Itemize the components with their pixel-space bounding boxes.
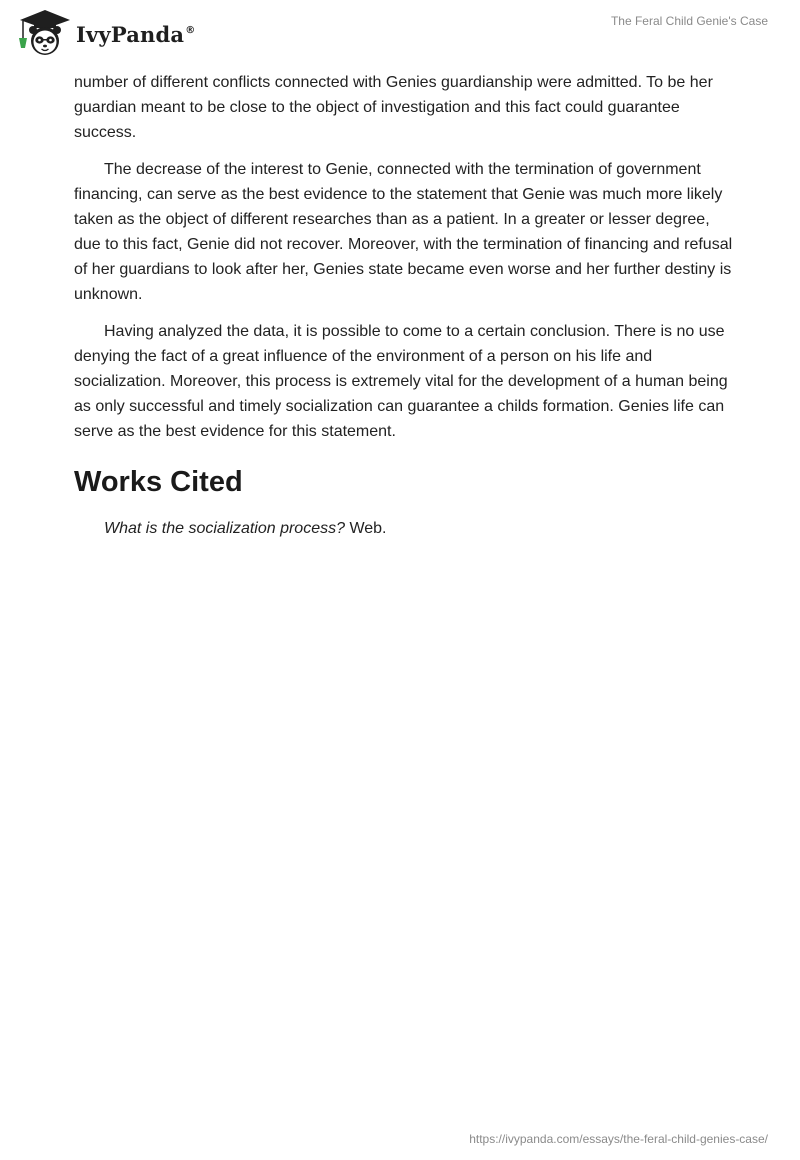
- paragraph-2: The decrease of the interest to Genie, connected with the termination of government financing, can serve as the best evidence to the statement that Genie was much more likely taken as the object of different researches than as a patient. In a greater or lesser degree, due to this fact, Genie did not recover. Moreover, with the termination of financing and refusal of her guardians to look after her, Genies state became even worse and her further destiny is unknown.: [74, 161, 733, 303]
- paragraph-3: Having analyzed the data, it is possible to come to a certain conclusion. There is no use denying the fact of a great influence of the environment of a person on his life and socialization. Moreover, this process is extremely vital for the development of a human being as only successful and timely socialization can guarantee a childs formation. Genies life can serve as the best evidence for this statement.: [74, 323, 728, 440]
- registered-mark: ®: [185, 24, 196, 36]
- essay-content: [74, 70, 734, 541]
- ivypanda-logo[interactable]: [14, 8, 195, 58]
- works-cited-heading: Works Cited: [74, 466, 243, 498]
- citation-title: What is the socialization process?: [104, 520, 345, 537]
- citation-suffix: Web.: [345, 520, 387, 537]
- footer-url-link[interactable]: https://ivypanda.com/essays/the-feral-child-genies-case/: [469, 1132, 768, 1146]
- document-title: The Feral Child Genie's Case: [610, 14, 768, 28]
- paragraph-1: number of different conflicts connected with Genies guardianship were admitted. To be her guardian meant to be close to the object of investigation and this fact could guarantee success.: [74, 74, 713, 141]
- brand-name: IvyPanda®: [76, 21, 196, 47]
- citation-entry: [104, 516, 734, 541]
- panda-graduation-cap-icon: [14, 8, 76, 58]
- page-header: [0, 0, 800, 70]
